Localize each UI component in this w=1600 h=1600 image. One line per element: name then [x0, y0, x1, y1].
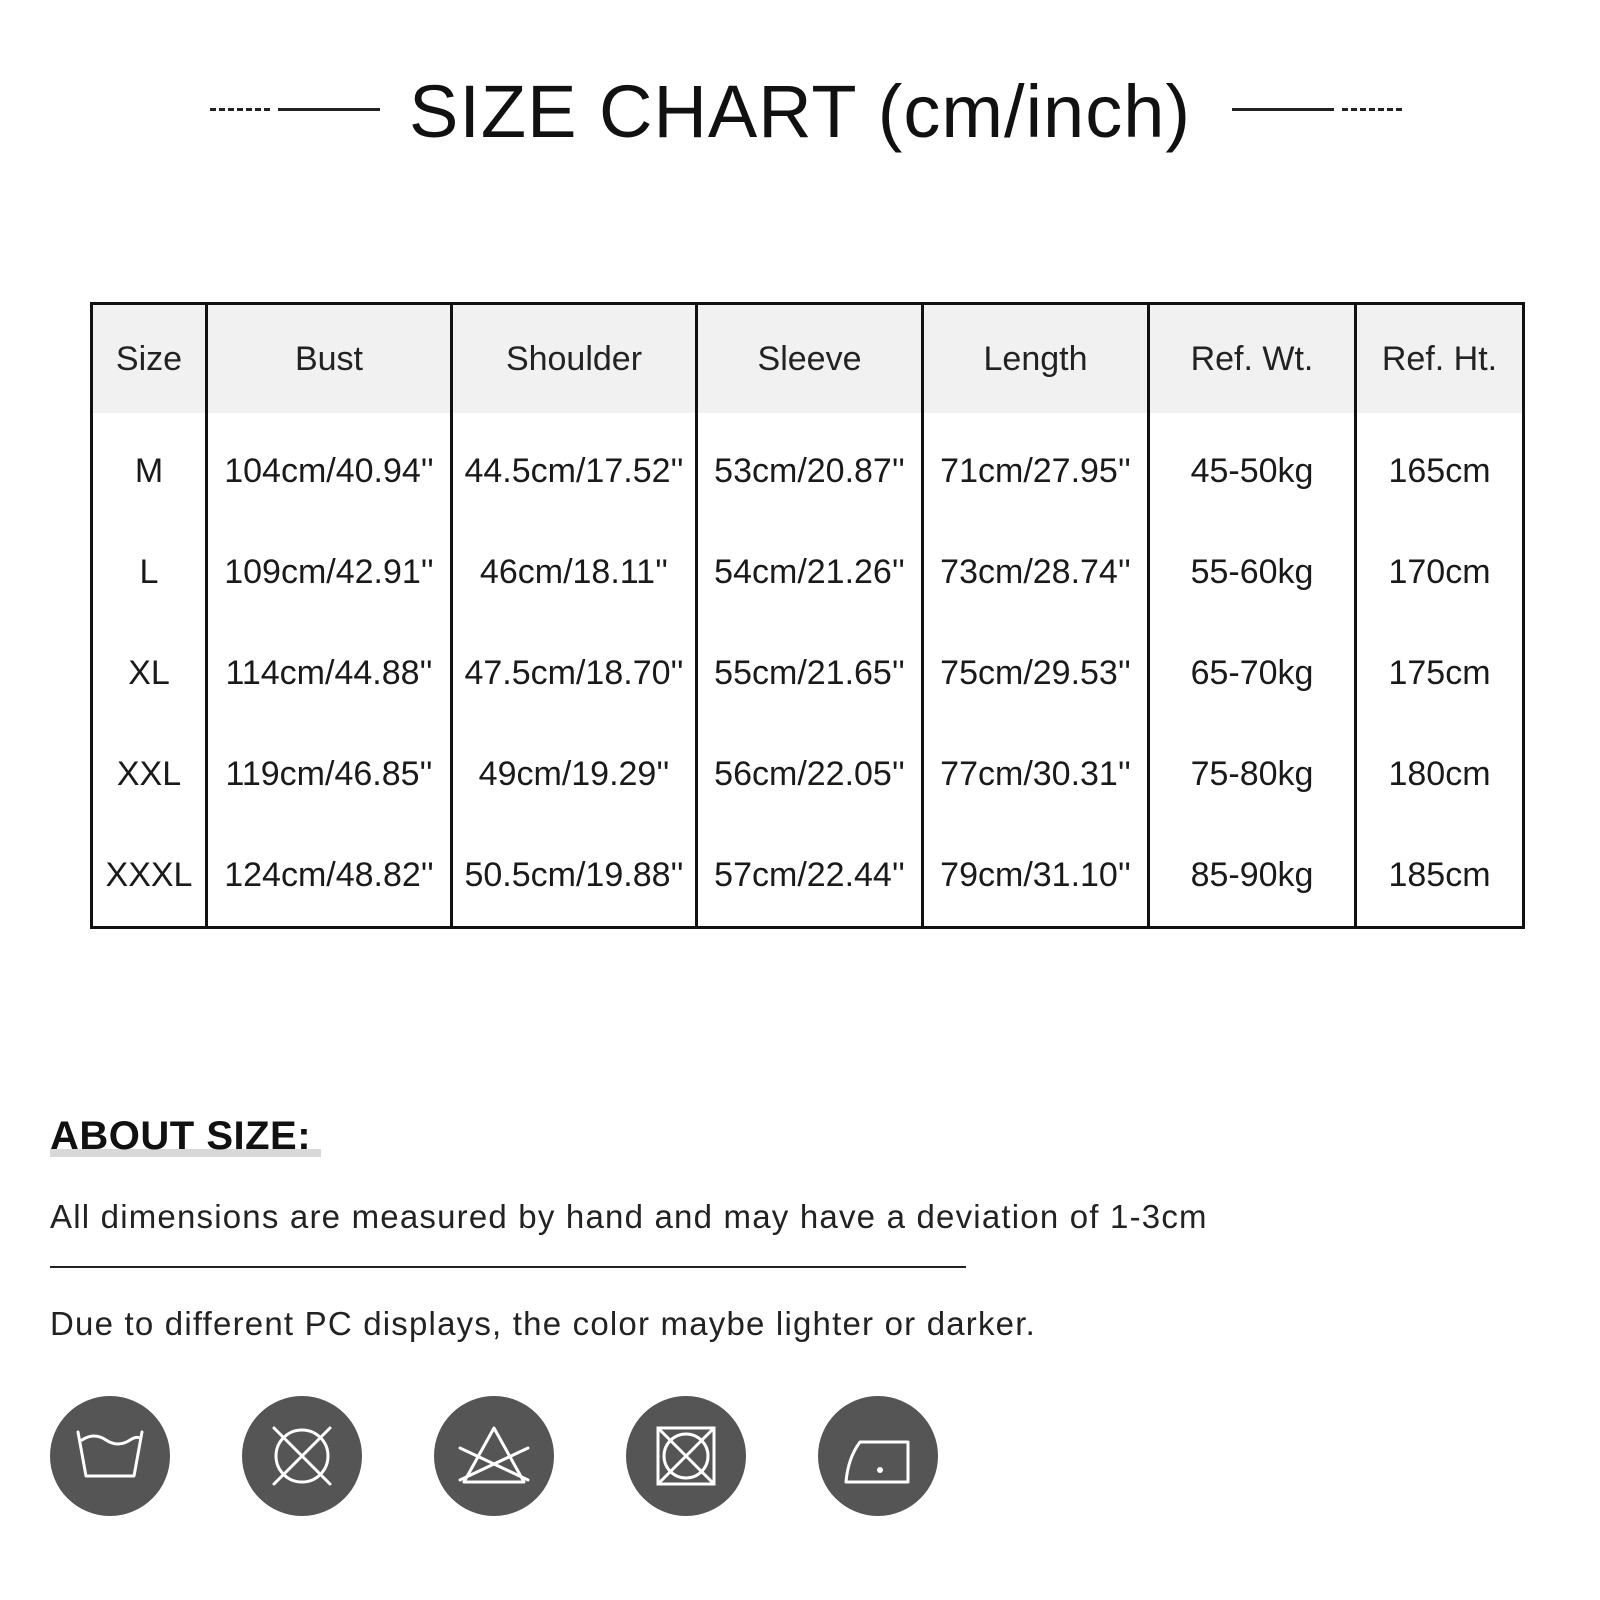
about-size-heading: ABOUT SIZE: [50, 1114, 312, 1158]
header-size: Size [92, 304, 207, 414]
cell-bust: 124cm/48.82'' [207, 825, 452, 928]
measurement-note: All dimensions are measured by hand and may have a deviation of 1-3cm [50, 1198, 1208, 1235]
color-note: Due to different PC displays, the color maybe lighter or darker. [50, 1305, 1036, 1342]
cell-ref-wt: 45-50kg [1149, 413, 1356, 522]
cell-ref-ht: 175cm [1356, 623, 1524, 724]
cell-ref-wt: 65-70kg [1149, 623, 1356, 724]
cell-length: 77cm/30.31'' [923, 724, 1149, 825]
cell-size: M [92, 413, 207, 522]
title-decoration-right [1232, 108, 1402, 111]
cell-sleeve: 57cm/22.44'' [697, 825, 923, 928]
cell-bust: 119cm/46.85'' [207, 724, 452, 825]
table-row [92, 623, 1524, 724]
divider [50, 1266, 966, 1268]
header-sleeve: Sleeve [697, 304, 923, 414]
cell-sleeve: 54cm/21.26'' [697, 522, 923, 623]
title-row [0, 62, 1600, 162]
cell-bust: 114cm/44.88'' [207, 623, 452, 724]
cell-shoulder: 47.5cm/18.70'' [452, 623, 697, 724]
cell-ref-ht: 185cm [1356, 825, 1524, 928]
cell-size: L [92, 522, 207, 623]
do-not-bleach-icon [434, 1396, 554, 1516]
do-not-tumble-dry-icon [242, 1396, 362, 1516]
header-shoulder: Shoulder [452, 304, 697, 414]
cell-ref-ht: 180cm [1356, 724, 1524, 825]
hand-wash-icon [50, 1396, 170, 1516]
cell-length: 75cm/29.53'' [923, 623, 1149, 724]
cell-length: 79cm/31.10'' [923, 825, 1149, 928]
cell-shoulder: 50.5cm/19.88'' [452, 825, 697, 928]
header-length: Length [923, 304, 1149, 414]
page-title: SIZE CHART (cm/inch) [408, 70, 1192, 153]
cell-length: 73cm/28.74'' [923, 522, 1149, 623]
cell-size: XXXL [92, 825, 207, 928]
header-bust: Bust [207, 304, 452, 414]
cell-bust: 109cm/42.91'' [207, 522, 452, 623]
iron-low-icon [818, 1396, 938, 1516]
cell-sleeve: 53cm/20.87'' [697, 413, 923, 522]
do-not-dry-clean-icon [626, 1396, 746, 1516]
cell-size: XL [92, 623, 207, 724]
cell-ref-wt: 85-90kg [1149, 825, 1356, 928]
cell-ref-ht: 165cm [1356, 413, 1524, 522]
table-row [92, 825, 1524, 928]
cell-ref-wt: 55-60kg [1149, 522, 1356, 623]
cell-bust: 104cm/40.94'' [207, 413, 452, 522]
cell-shoulder: 49cm/19.29'' [452, 724, 697, 825]
cell-ref-wt: 75-80kg [1149, 724, 1356, 825]
header-ref-ht: Ref. Ht. [1356, 304, 1524, 414]
table-row [92, 522, 1524, 623]
table-row [92, 724, 1524, 825]
cell-ref-ht: 170cm [1356, 522, 1524, 623]
header-ref-wt: Ref. Wt. [1149, 304, 1356, 414]
table-row [92, 413, 1524, 522]
table-header-row [92, 304, 1524, 414]
cell-size: XXL [92, 724, 207, 825]
cell-shoulder: 44.5cm/17.52'' [452, 413, 697, 522]
cell-sleeve: 56cm/22.05'' [697, 724, 923, 825]
cell-sleeve: 55cm/21.65'' [697, 623, 923, 724]
cell-length: 71cm/27.95'' [923, 413, 1149, 522]
cell-shoulder: 46cm/18.11'' [452, 522, 697, 623]
size-table [90, 302, 1525, 929]
